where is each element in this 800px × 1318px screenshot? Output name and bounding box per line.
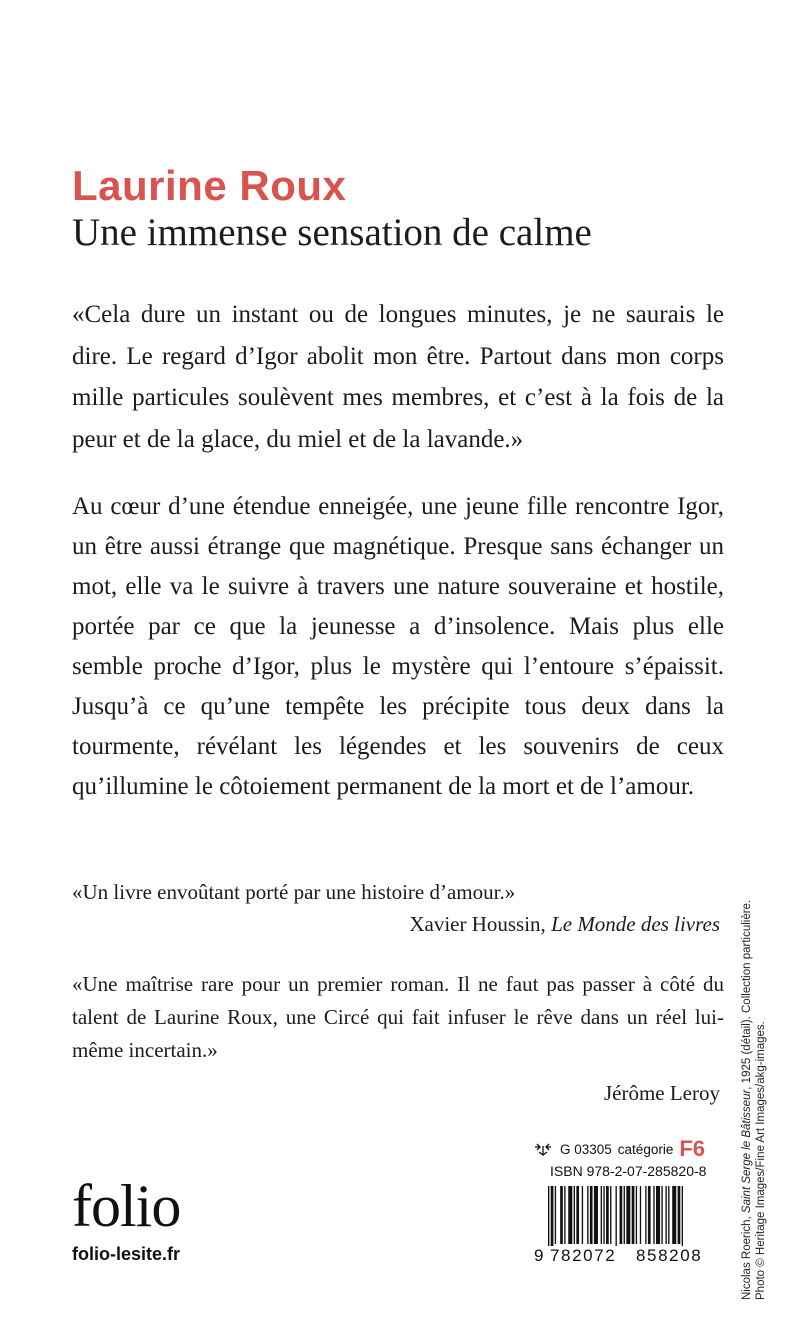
barcode-bar [601, 1186, 602, 1244]
barcode-left-group: 782072 [550, 1246, 617, 1265]
author-name: Laurine Roux [72, 162, 347, 209]
barcode-bar [568, 1186, 572, 1244]
barcode-right-group: 858208 [636, 1246, 703, 1265]
barcode-bar [590, 1186, 593, 1244]
barcode-bar [551, 1186, 554, 1250]
publisher-mark-icon [534, 1141, 552, 1157]
barcode-bar [640, 1186, 641, 1244]
book-metadata [534, 1136, 724, 1179]
barcode-bar [682, 1186, 683, 1250]
review-text: «Une maîtrise rare pour un premier roman. Il ne faut pas passer à côté du talent de Laurine Roux, une Circé qui fait infuser le rêve dans un réel lui-même incertain.» [72, 972, 724, 1062]
barcode-bar [548, 1186, 549, 1250]
barcode-bar [661, 1186, 662, 1244]
review-text: «Un livre envoûtant porté par une histoire d’amour.» [72, 880, 516, 904]
barcode-bar [678, 1186, 681, 1244]
product-code: G 03305 [560, 1141, 612, 1157]
barcode-bar [576, 1186, 579, 1244]
barcode-bar [648, 1186, 651, 1244]
barcode-bar [594, 1186, 598, 1244]
review-author: Jérôme Leroy [603, 1081, 720, 1105]
barcode-bar [626, 1186, 630, 1244]
category-label: catégorie [617, 1141, 674, 1157]
barcode-bar [574, 1186, 575, 1244]
review [72, 876, 724, 940]
review-attribution [72, 908, 724, 940]
book-summary: Au cœur d’une étendue enneigée, une jeune fille rencontre Igor, un être aussi étrange que magnétique. Presque sans échanger un mot, elle va le suivre à travers une nature souveraine et hostile, portée par ce que la jeunesse a d’insolence. Mais plus elle semble proche d’Igor, plus le mystère qui l’entoure s’épaissit. Jusqu’à ce qu’une tempête les précipite tous deux dans la tourmente, révélant les légendes et les souvenirs de ceux qu’illumine le côtoiement permanent de la mort et de l’amour. [72, 493, 724, 800]
barcode-bar [582, 1186, 583, 1244]
review-source: Le Monde des livres [551, 912, 720, 936]
barcode-bar [564, 1186, 565, 1244]
barcode-bar [668, 1186, 669, 1244]
barcode-bar [606, 1186, 609, 1244]
barcode-bar [672, 1186, 676, 1244]
barcode-bar [603, 1186, 604, 1244]
barcode-bar [632, 1186, 635, 1244]
credit-work: Saint Serge le Bâtisseur [741, 1089, 753, 1214]
barcode-bar [636, 1186, 637, 1244]
barcode-first-digit: 9 [534, 1246, 546, 1265]
barcode-bar [624, 1186, 625, 1244]
review-author: Xavier Houssin, [409, 912, 552, 936]
barcode-bar [616, 1186, 617, 1250]
barcode-bar [560, 1186, 563, 1244]
excerpt-quote: «Cela dure un instant ou de longues minutes, je ne saurais le dire. Le regard d’Igor abolit mon être. Partout dans mon corps mille particules soulèvent mes membres, et c’est à la fois de la peur et de la glace, du miel et de la lavande.» [72, 301, 724, 453]
barcode-bar [587, 1186, 588, 1244]
barcode-bar [656, 1186, 660, 1244]
barcode-bar [645, 1186, 646, 1244]
barcode-bar [555, 1186, 556, 1244]
barcode-bar [620, 1186, 623, 1244]
publisher-website: folio-lesite.fr [72, 1244, 181, 1264]
book-title: Une immense sensation de calme [72, 211, 592, 254]
isbn: ISBN 978-2-07-285820-8 [550, 1163, 707, 1179]
barcode-bar [610, 1186, 611, 1244]
barcode-bar [665, 1186, 666, 1244]
barcode-bar [653, 1186, 654, 1244]
credit-suffix: , 1925 (détail). Collection particulière. [741, 899, 753, 1090]
price-category: F6 [679, 1136, 706, 1161]
credit-photo: Photo © Heritage Images/Fine Art Images/akg-images. [755, 1021, 767, 1300]
publisher-logo: folio [72, 1173, 181, 1239]
review [72, 968, 724, 1110]
credit-prefix: Nicolas Roerich, [741, 1213, 753, 1300]
barcode [534, 1186, 724, 1286]
cover-credit [740, 825, 768, 1300]
